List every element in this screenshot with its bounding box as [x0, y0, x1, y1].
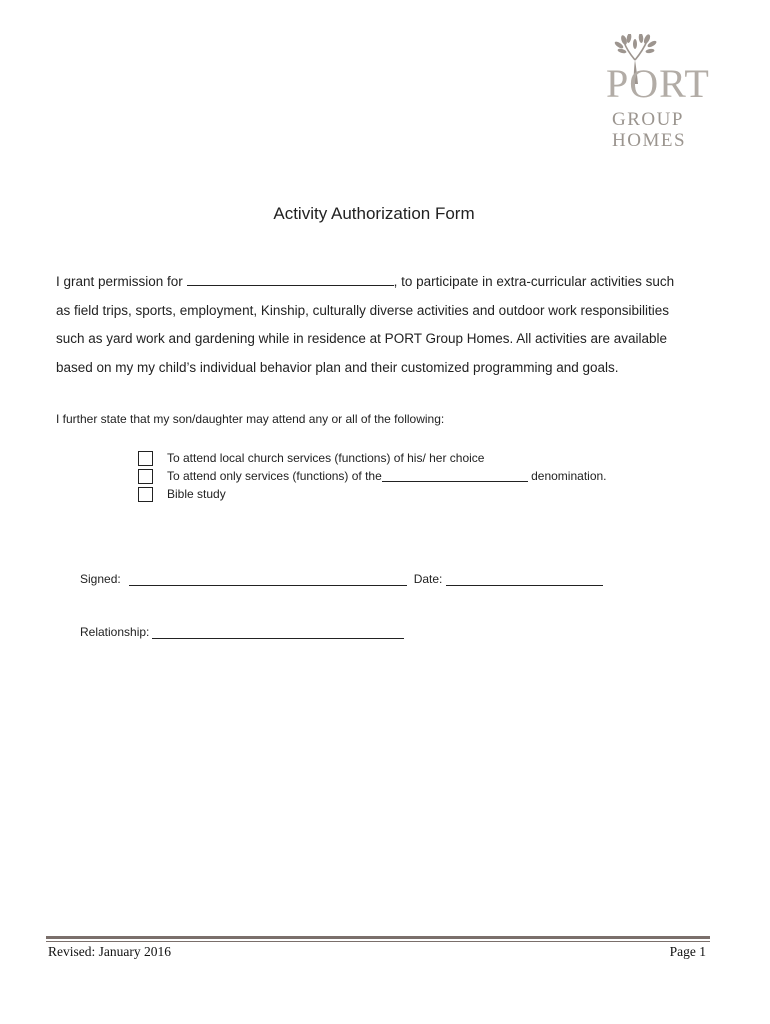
signature-field[interactable] — [129, 573, 407, 586]
relationship-row — [80, 625, 404, 639]
child-name-field[interactable] — [187, 271, 394, 286]
logo-port-text: PORT — [606, 61, 710, 106]
option-denomination — [138, 467, 607, 485]
option-label: Bible study — [167, 487, 226, 501]
revised-date: Revised: January 2016 — [48, 944, 171, 959]
relationship-label: Relationship: — [80, 625, 150, 639]
date-label: Date: — [413, 572, 443, 586]
option-label: To attend local church services (functions) of his/ her choice — [167, 451, 485, 465]
permission-prefix: I grant permission for — [56, 274, 187, 289]
signed-label: Signed: — [80, 572, 121, 586]
page-number: Page 1 — [669, 944, 706, 959]
permission-line-4: based on my my child’s individual behavior plan and their customized programming and goals. — [56, 359, 619, 375]
further-statement: I further state that my son/daughter may attend any or all of the following: — [56, 412, 445, 426]
form-title: Activity Authorization Form — [273, 204, 475, 223]
permission-paragraph — [56, 268, 706, 382]
permission-line-2: as field trips, sports, employment, Kinship, culturally diverse activities and outdoor work responsibilities — [56, 302, 670, 318]
date-field[interactable] — [446, 573, 603, 586]
footer-divider-thin — [46, 941, 710, 942]
option-local-church — [138, 449, 607, 467]
option-bible-study — [138, 485, 607, 503]
permission-suffix: , to participate in extra-curricular activities such — [393, 274, 675, 289]
footer-divider-thick — [46, 936, 710, 939]
logo-group-text: GROUP — [612, 109, 684, 130]
checkbox-bible-study[interactable] — [138, 487, 153, 502]
option-label-prefix: To attend only services (functions) of the — [167, 469, 382, 483]
denomination-field[interactable] — [382, 470, 528, 482]
activity-options — [138, 449, 607, 503]
port-group-homes-logo — [598, 34, 718, 152]
permission-line-1 — [56, 268, 706, 297]
logo-homes-text: HOMES — [612, 130, 687, 151]
permission-line-3: such as yard work and gardening while in residence at PORT Group Homes. All activities are available — [56, 331, 668, 346]
checkbox-denomination[interactable] — [138, 469, 153, 484]
checkbox-local-church[interactable] — [138, 451, 153, 466]
signature-row — [80, 572, 603, 586]
option-label-suffix: denomination. — [527, 469, 607, 483]
relationship-field[interactable] — [152, 626, 404, 639]
